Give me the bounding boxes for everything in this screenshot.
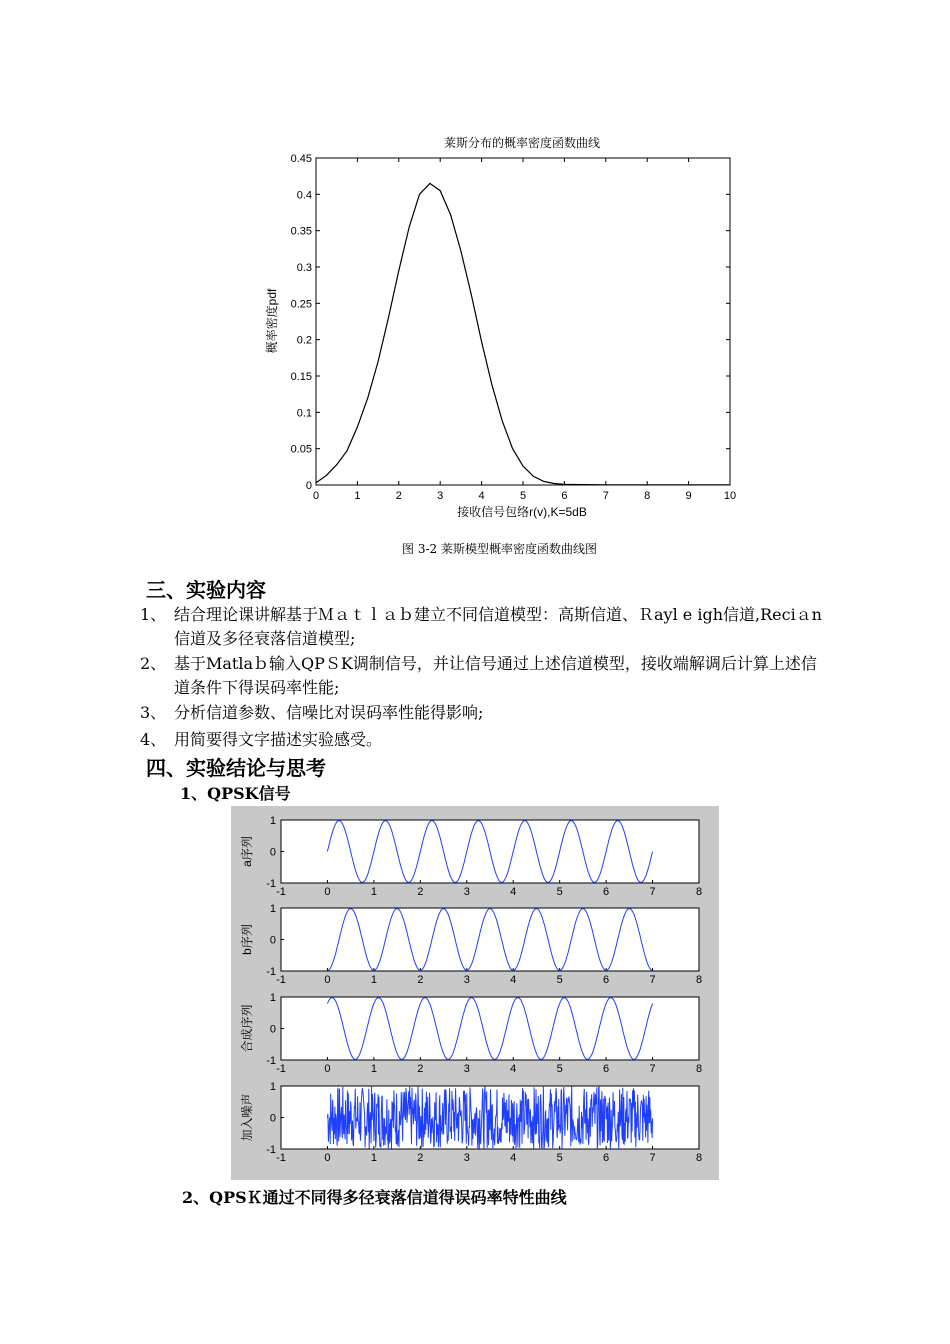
x-tick-label: 0 <box>324 1063 331 1075</box>
x-tick-label: 4 <box>478 490 485 502</box>
x-tick-label: 6 <box>603 886 610 898</box>
x-tick-label: 1 <box>370 1152 377 1164</box>
figure-caption: 图 3-2 莱斯模型概率密度函数曲线图 <box>402 542 597 556</box>
x-tick-label: 1 <box>370 886 377 898</box>
y-tick-label: 1 <box>269 815 276 827</box>
x-tick-label: 4 <box>510 1152 517 1164</box>
y-tick-label: 1 <box>269 1081 276 1093</box>
y-axis-label: 概率密度pdf <box>265 288 279 354</box>
item-text: 结合理论课讲解基于Ｍａｔｌａｂ建立不同信道模型：高斯信道、Ｒayl e igh信道,Reciａn信道及多径衰落信道模型; <box>174 605 822 648</box>
rician-pdf-chart <box>250 128 750 528</box>
ber-curve-heading: 2、QPSＫ通过不同得多径衰落信道得误码率特性曲线 <box>182 1188 567 1207</box>
x-tick-label: 2 <box>417 974 424 986</box>
item-number: 3、 <box>140 703 167 722</box>
item-number: 4、 <box>140 730 167 749</box>
y-tick-label: 0 <box>269 934 276 947</box>
section3-item-2 <box>140 652 830 700</box>
y-tick-label: 0.25 <box>290 298 312 311</box>
y-tick-label: -1 <box>266 1055 276 1067</box>
item-text: 用简要得文字描述实验感受。 <box>174 730 383 749</box>
section3-item-3 <box>140 701 830 725</box>
x-tick-label: 4 <box>510 886 517 898</box>
x-tick-label: 0 <box>324 886 331 898</box>
item-number: 2、 <box>140 654 167 673</box>
x-tick-label: 6 <box>603 1152 610 1164</box>
pdf-plot-area <box>291 153 737 502</box>
x-tick-label: 5 <box>519 490 527 502</box>
x-tick-label: 5 <box>556 886 563 898</box>
subplot-ylabel: 合成序列 <box>240 1004 254 1053</box>
x-tick-label: 7 <box>649 886 656 898</box>
subplot-ylabel: 加入噪声 <box>240 1093 254 1142</box>
x-tick-label: 8 <box>695 886 703 898</box>
section3-item-1 <box>140 603 830 651</box>
x-tick-label: 1 <box>370 1063 377 1075</box>
y-tick-label: 0.15 <box>290 371 312 383</box>
section4-heading: 四、实验结论与思考 <box>146 756 326 780</box>
plot-frame <box>316 158 730 485</box>
x-tick-label: 3 <box>463 974 470 986</box>
x-tick-label: -1 <box>276 1063 286 1075</box>
x-tick-label: 1 <box>370 974 377 986</box>
y-tick-label: 1 <box>269 903 276 915</box>
x-tick-label: 7 <box>649 1152 656 1164</box>
x-tick-label: 1 <box>354 490 361 502</box>
x-tick-label: 3 <box>463 1152 470 1164</box>
subplot-frame <box>281 908 699 971</box>
x-tick-label: 0 <box>324 974 331 986</box>
x-tick-label: 8 <box>695 974 703 986</box>
x-tick-label: 7 <box>602 490 609 502</box>
x-tick-label: 2 <box>417 886 424 898</box>
x-tick-label: 3 <box>463 886 470 898</box>
x-tick-label: 7 <box>649 974 656 986</box>
x-tick-label: -1 <box>276 886 286 898</box>
x-tick-label: 10 <box>723 490 737 502</box>
x-tick-label: -1 <box>276 1152 286 1164</box>
qpsk-signal-figure <box>231 806 719 1180</box>
y-tick-label: 0.35 <box>290 225 312 238</box>
y-tick-label: 0.4 <box>296 189 312 202</box>
item-text: 分析信道参数、信噪比对误码率性能得影响; <box>174 703 484 722</box>
x-tick-label: 6 <box>561 490 568 502</box>
x-tick-label: 9 <box>685 490 692 502</box>
x-tick-label: 8 <box>695 1152 703 1164</box>
section3-item-4 <box>140 728 830 752</box>
y-tick-label: 0 <box>269 1112 276 1125</box>
x-tick-label: 6 <box>603 974 610 986</box>
y-tick-label: 0.45 <box>290 153 312 165</box>
x-tick-label: 2 <box>417 1063 424 1075</box>
subplot-ylabel: b序列 <box>240 924 254 955</box>
x-tick-label: 2 <box>395 490 402 502</box>
y-tick-label: -1 <box>266 878 276 890</box>
x-tick-label: 0 <box>312 490 320 502</box>
y-tick-label: -1 <box>266 966 276 978</box>
x-axis-label: 接收信号包络r(v),K=5dB <box>457 505 587 519</box>
y-tick-label: 0 <box>269 846 276 859</box>
x-tick-label: 0 <box>324 1152 331 1164</box>
section3-heading: 三、实验内容 <box>146 578 266 602</box>
x-tick-label: 7 <box>649 1063 656 1075</box>
x-tick-label: 5 <box>556 974 563 986</box>
y-tick-label: 0.05 <box>290 443 312 456</box>
x-tick-label: 4 <box>510 1063 517 1075</box>
y-tick-label: 0 <box>305 480 312 492</box>
y-tick-label: 0.2 <box>296 334 312 347</box>
subplot-ylabel: a序列 <box>240 836 254 867</box>
x-tick-label: 5 <box>556 1152 563 1164</box>
y-tick-label: 0.1 <box>296 407 312 420</box>
x-tick-label: 6 <box>603 1063 610 1075</box>
item-number: 1、 <box>140 605 167 624</box>
x-tick-label: 4 <box>510 974 517 986</box>
chart-title: 莱斯分布的概率密度函数曲线 <box>443 136 601 150</box>
x-tick-label: 3 <box>463 1063 470 1075</box>
x-tick-label: 8 <box>644 490 651 502</box>
y-tick-label: 1 <box>269 992 276 1004</box>
qpsk-signal-heading: 1、QPSK信号 <box>180 784 291 803</box>
x-tick-label: 8 <box>695 1063 703 1075</box>
y-tick-label: 0 <box>269 1023 276 1036</box>
y-tick-label: 0.3 <box>296 262 312 274</box>
x-tick-label: -1 <box>276 974 286 986</box>
x-tick-label: 2 <box>417 1152 424 1164</box>
x-tick-label: 5 <box>556 1063 563 1075</box>
x-tick-label: 3 <box>437 490 444 502</box>
item-text: 基于Matlaｂ输入QPＳK调制信号，并让信号通过上述信道模型，接收端解调后计算上述信道条件下得误码率性能; <box>174 654 817 697</box>
y-tick-label: -1 <box>266 1144 276 1156</box>
